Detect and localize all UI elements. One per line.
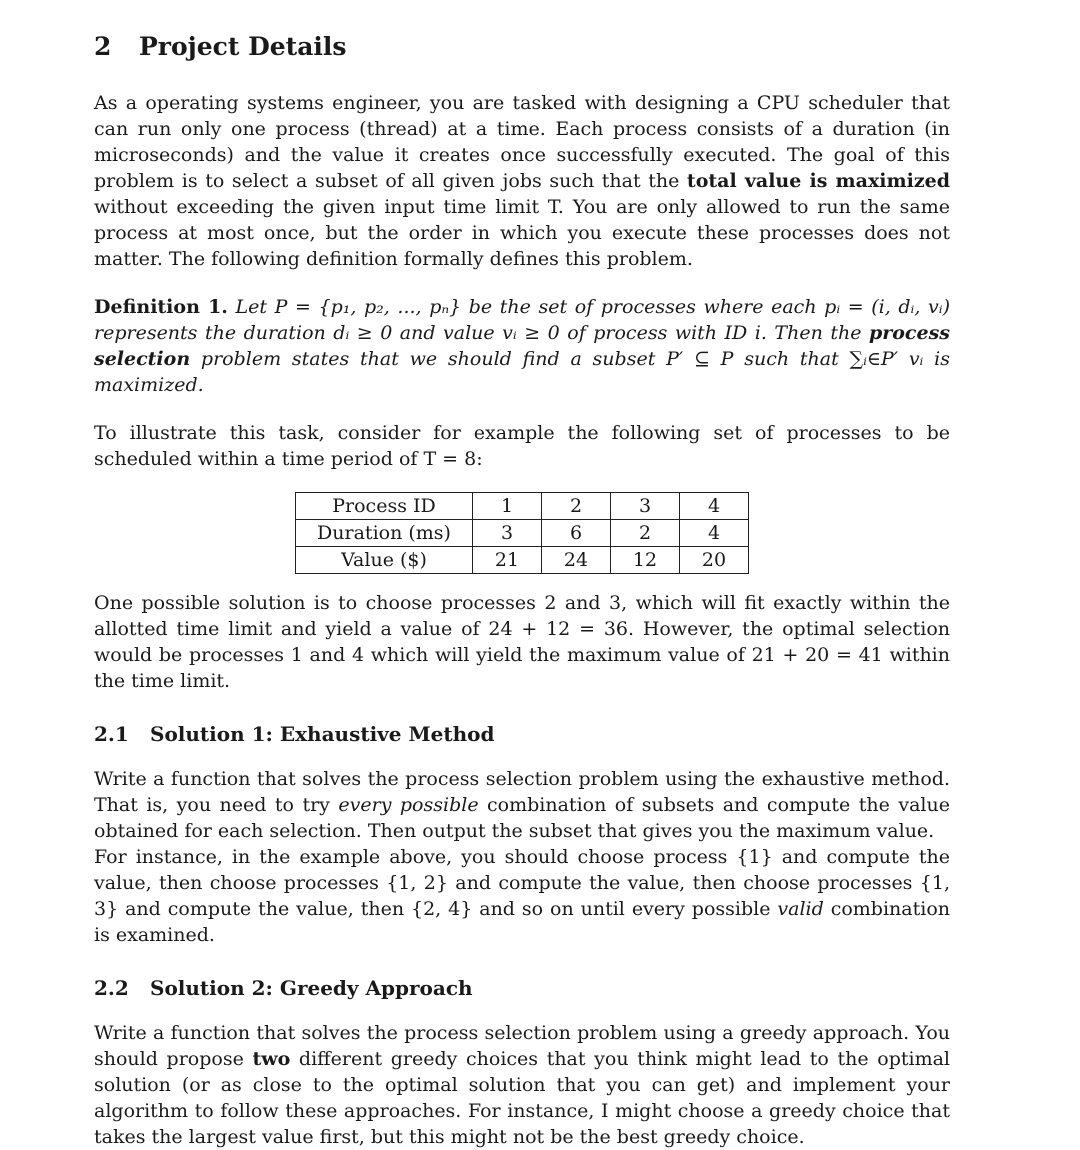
greedy-paragraph [94, 1020, 950, 1150]
table-cell: 6 [542, 520, 611, 547]
section-title: Project Details [139, 32, 347, 61]
table-row [296, 547, 749, 574]
table-cell: 20 [680, 547, 749, 574]
table-cell: 1 [473, 493, 542, 520]
table-cell: 3 [611, 493, 680, 520]
intro-text-b: without exceeding the given input time limit T. You are only allowed to run the same process at most once, but the order in which you execute these processes does not matter. The following definition formally defines this problem. [94, 196, 950, 270]
table-row-label: Process ID [296, 493, 473, 520]
subsection-heading-greedy [94, 974, 950, 1002]
section-number: 2 [94, 32, 112, 61]
table-cell: 2 [542, 493, 611, 520]
table-row [296, 520, 749, 547]
section-heading [94, 30, 950, 64]
table-row-label: Value ($) [296, 547, 473, 574]
greedy-text-a: Write a function that solves the process selection problem using a greedy approach. You should propose [94, 1022, 950, 1070]
greedy-text-b: different greedy choices that you think might lead to the optimal solution (or as close to the optimal solution that you can get) and implement your algorithm to follow these approaches. For instance, I might choose a greedy choice that takes the largest value first, but this might not be the best greedy choice. [94, 1048, 950, 1148]
definition-text-a: Let P = {p₁, p₂, ..., pₙ} be the set of processes where each pᵢ = (i, dᵢ, vᵢ) represents the duration dᵢ ≥ 0 and value vᵢ ≥ 0 of process with ID i. Then the [94, 296, 950, 344]
intro-bold: total value is maximized [686, 170, 951, 192]
definition-head: Definition 1. [94, 296, 228, 318]
subsection-number: 2.2 [94, 976, 129, 1000]
exhaustive-paragraph-2 [94, 844, 950, 948]
table-cell: 12 [611, 547, 680, 574]
table-row-label: Duration (ms) [296, 520, 473, 547]
exhaustive-text-c: For instance, in the example above, you should choose process {1} and compute the value, then choose processes {1, 2} and compute the value, then choose processes {1, 3} and compute the value, then {2, 4} and so on until every possible [94, 846, 950, 920]
table-cell: 21 [473, 547, 542, 574]
subsection-title: Solution 2: Greedy Approach [150, 976, 473, 1000]
exhaustive-emphasis: every possible [338, 794, 479, 816]
definition-bold: process selection [94, 322, 950, 370]
exhaustive-paragraph-1 [94, 766, 950, 844]
table-cell: 24 [542, 547, 611, 574]
intro-paragraph [94, 90, 950, 272]
table-cell: 3 [473, 520, 542, 547]
greedy-bold: two [252, 1048, 291, 1070]
intro-text-a: As a operating systems engineer, you are tasked with designing a CPU scheduler that can run only one process (thread) at a time. Each process consists of a duration (in microseconds) and the value it creates once successfully executed. The goal of this problem is to select a subset of all given jobs such that the [94, 92, 950, 192]
table-row [296, 493, 749, 520]
illustration-paragraph: To illustrate this task, consider for example the following set of processes to be scheduled within a time period of T = 8: [94, 422, 950, 470]
definition-paragraph [94, 294, 950, 398]
table-cell: 4 [680, 520, 749, 547]
definition-text-b: problem states that we should find a subset P′ ⊆ P such that ∑ᵢ∈P′ vᵢ is maximized. [94, 348, 950, 396]
solution-paragraph: One possible solution is to choose processes 2 and 3, which will fit exactly within the allotted time limit and yield a value of 24 + 12 = 36. However, the optimal selection would be processes 1 and 4 which will yield the maximum value of 21 + 20 = 41 within the time limit. [94, 592, 950, 692]
table-cell: 2 [611, 520, 680, 547]
exhaustive-text-b: combination of subsets and compute the value obtained for each selection. Then output the subset that gives you the maximum value. [94, 794, 950, 842]
subsection-title: Solution 1: Exhaustive Method [150, 722, 495, 746]
exhaustive-text-d: combination is examined. [94, 898, 950, 946]
subsection-number: 2.1 [94, 722, 129, 746]
exhaustive-valid-emphasis: valid [777, 898, 824, 920]
document-page [94, 30, 950, 1150]
exhaustive-text-a: Write a function that solves the process selection problem using the exhaustive method. That is, you need to try [94, 768, 950, 816]
subsection-heading-exhaustive [94, 720, 950, 748]
table-cell: 4 [680, 493, 749, 520]
process-table [295, 492, 749, 574]
